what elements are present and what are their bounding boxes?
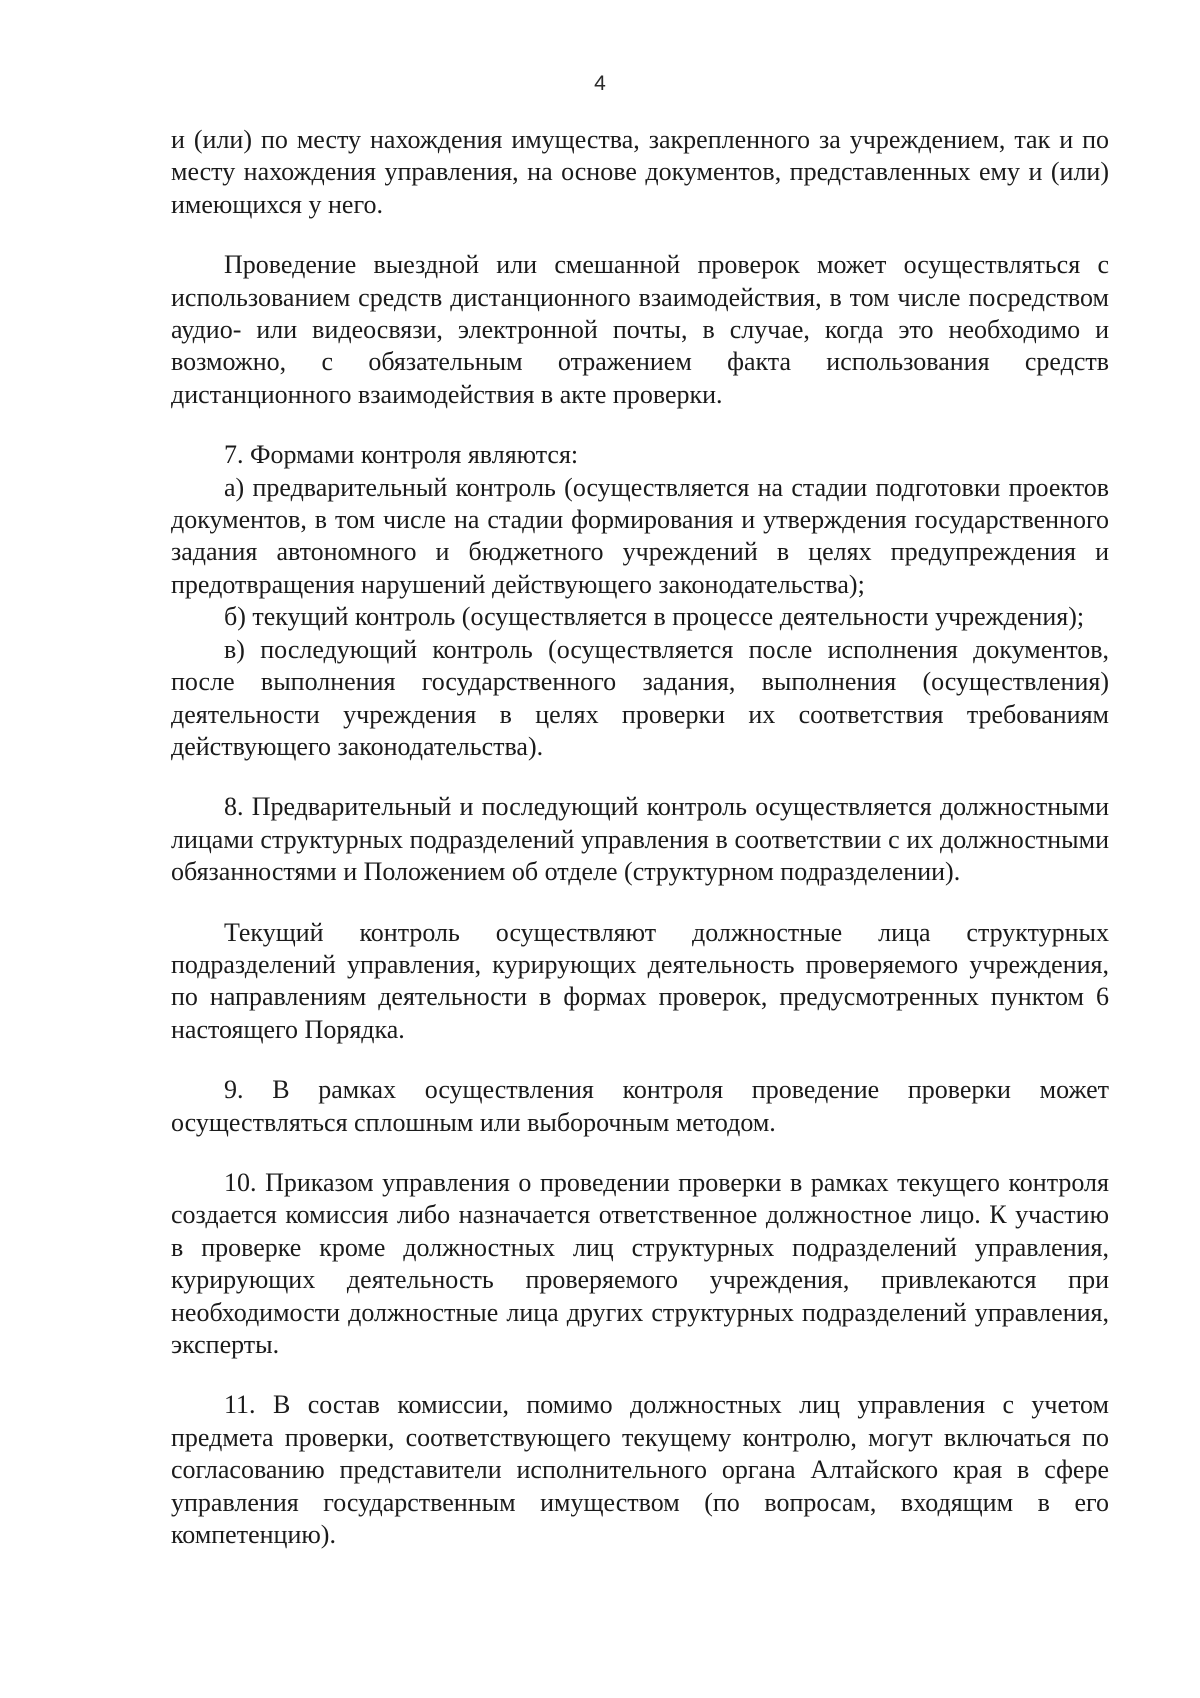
paragraph-item-11: 11. В состав комиссии, помимо должностных лиц управления с учетом предмета проверки, соответствующего текущему контролю, могут включаться по согласованию представители исполнительного органа Алтайского края в сфере управления государственным имуществом (по вопросам, входящим в его компетенцию). [171,1390,1109,1550]
paragraph-item-8: 8. Предварительный и последующий контроль осуществляется должностными лицами структурных подразделений управления в соответствии с их должностными обязанностями и Положением об отделе (структурном подразделении). [171,792,1109,887]
paragraph-item-10: 10. Приказом управления о проведении проверки в рамках текущего контроля создается комиссия либо назначается ответственное должностное лицо. К участию в проверке кроме должностных лиц структурных подразделений управления, курирующих деятельность проверяемого учреждения, привлекаются при необходимости должностные лица других структурных подразделений управления, эксперты. [171,1167,1109,1359]
paragraph-continuation: и (или) по месту нахождения имущества, закрепленного за учреждением, так и по месту нахождения управления, на основе документов, представленных ему и (или) имеющихся у него. [171,125,1109,219]
paragraph-item-7a: а) предварительный контроль (осуществляется на стадии подготовки проектов документов, в том числе на стадии формирования и утверждения государственного задания автономного и бюджетного учреждений в целях предупреждения и предотвращения нарушений действующего законодательства); [171,472,1109,599]
page-number: 4 [594,72,606,95]
document-body [171,124,1109,1551]
paragraph-current-control: Текущий контроль осуществляют должностные лица структурных подразделений управления, курирующих деятельность проверяемого учреждения, по направлениям деятельности в формах проверок, предусмотренных пунктом 6 настоящего Порядка. [171,917,1109,1044]
paragraph-item-7c: в) последующий контроль (осуществляется после исполнения документов, после выполнения государственного задания, выполнения (осуществления) деятельности учреждения в целях проверки их соответствия требованиям действующего законодательства). [171,634,1109,761]
paragraph-item-9: 9. В рамках осуществления контроля проведение проверки может осуществляться сплошным или выборочным методом. [171,1075,1109,1137]
paragraph-remote-interaction: Проведение выездной или смешанной проверок может осуществляться с использованием средств дистанционного взаимодействия, в том числе посредством аудио- или видеосвязи, электронной почты, в случае, когда это необходимо и возможно, с обязательным отражением факта использования средств дистанционного взаимодействия в акте проверки. [171,250,1109,409]
paragraph-item-7: 7. Формами контроля являются: [224,440,579,470]
paragraph-item-7b: б) текущий контроль (осуществляется в процессе деятельности учреждения); [224,602,1085,632]
